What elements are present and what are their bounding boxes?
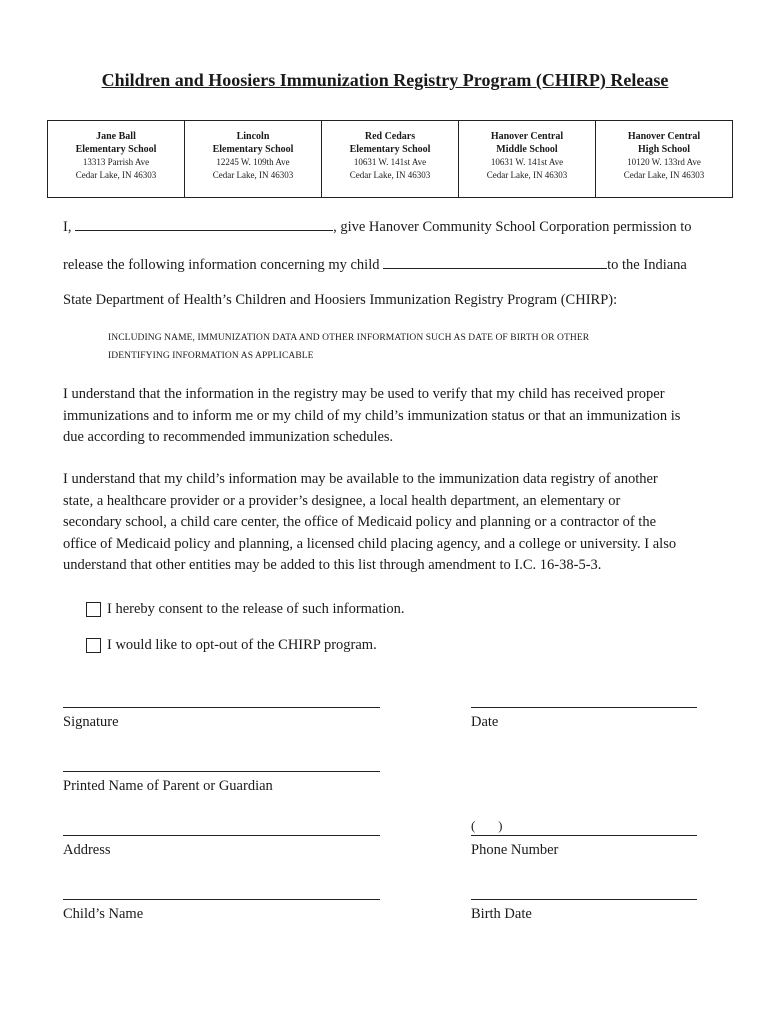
school-city: Cedar Lake, IN 46303 — [75, 170, 157, 180]
parent-name-blank[interactable] — [75, 216, 333, 231]
school-name: Red Cedars — [364, 131, 416, 142]
date-line[interactable] — [471, 707, 697, 708]
school-type: High School — [638, 144, 690, 155]
school-city: Cedar Lake, IN 46303 — [623, 170, 705, 180]
address-label: Address — [63, 842, 111, 858]
birth-date-label: Birth Date — [471, 906, 532, 922]
school-address: 10631 W. 141st Ave — [353, 157, 427, 167]
school-name: Lincoln — [236, 131, 270, 142]
school-address: 10120 W. 133rd Ave — [627, 157, 701, 167]
permission-line-1: I, , give Hanover Community School Corporation permission to — [63, 216, 692, 239]
phone-label: Phone Number — [471, 842, 559, 858]
school-name: Hanover Central — [490, 131, 564, 142]
school-city: Cedar Lake, IN 46303 — [349, 170, 431, 180]
optout-label: I would like to opt-out of the CHIRP program. — [107, 637, 377, 653]
school-address: 12245 W. 109th Ave — [216, 157, 290, 167]
school-type: Elementary School — [75, 144, 157, 155]
phone-line[interactable] — [471, 835, 697, 836]
school-cell — [185, 121, 322, 197]
school-city: Cedar Lake, IN 46303 — [212, 170, 294, 180]
school-cell — [459, 121, 596, 197]
printed-name-line[interactable] — [63, 771, 380, 772]
schools-table — [47, 120, 733, 198]
permission-line-3: State Department of Health’s Children and Hoosiers Immunization Registry Program (CHIRP): — [63, 292, 618, 308]
school-type: Elementary School — [349, 144, 431, 155]
school-cell — [596, 121, 732, 197]
phone-area-code: ( ) — [471, 818, 503, 833]
school-cell — [48, 121, 185, 197]
school-address: 13313 Parrish Ave — [82, 157, 150, 167]
school-name: Hanover Central — [627, 131, 701, 142]
including-line-2: IDENTIFYING INFORMATION AS APPLICABLE — [108, 351, 314, 361]
birth-date-line[interactable] — [471, 899, 697, 900]
address-line[interactable] — [63, 835, 380, 836]
printed-name-label: Printed Name of Parent or Guardian — [63, 778, 273, 794]
form-title: Children and Hoosiers Immunization Registry Program (CHIRP) Release — [101, 70, 669, 90]
school-cell — [322, 121, 459, 197]
date-label: Date — [471, 714, 499, 730]
school-name: Jane Ball — [96, 131, 136, 142]
child-name-line[interactable] — [63, 899, 380, 900]
consent-option[interactable] — [86, 601, 405, 618]
child-name-blank[interactable] — [383, 254, 607, 269]
optout-option[interactable] — [86, 637, 377, 654]
including-line-1: INCLUDING NAME, IMMUNIZATION DATA AND OTHER INFORMATION SUCH AS DATE OF BIRTH OR OTHER — [108, 333, 590, 343]
signature-line[interactable] — [63, 707, 380, 708]
optout-checkbox[interactable] — [86, 638, 101, 653]
signature-label: Signature — [63, 714, 119, 730]
school-address: 10631 W. 141st Ave — [490, 157, 564, 167]
school-type: Elementary School — [212, 144, 294, 155]
child-name-label: Child’s Name — [63, 906, 144, 922]
school-city: Cedar Lake, IN 46303 — [486, 170, 568, 180]
school-type: Middle School — [496, 144, 558, 155]
permission-line-2: release the following information concerning my child to the Indiana — [63, 254, 687, 277]
consent-label: I hereby consent to the release of such information. — [107, 601, 405, 617]
consent-checkbox[interactable] — [86, 602, 101, 617]
understand-paragraph-1: I understand that the information in the registry may be used to verify that my child has received proper immunizations and to inform me or my child of my child’s immunization status or that an immunization is due according to recommended immunization schedules. — [63, 386, 681, 445]
understand-paragraph-2: I understand that my child’s information may be available to the immunization data registry of another state, a healthcare provider or a provider’s designee, a local health department, an elementary or secondary school, a child care center, the office of Medicaid policy and planning or a contractor of the office of Medicaid policy and planning, a licensed child placing agency, and a college or university. I also understand that other entities may be added to this list through amendment to I.C. 16-38-5-3. — [63, 471, 677, 573]
